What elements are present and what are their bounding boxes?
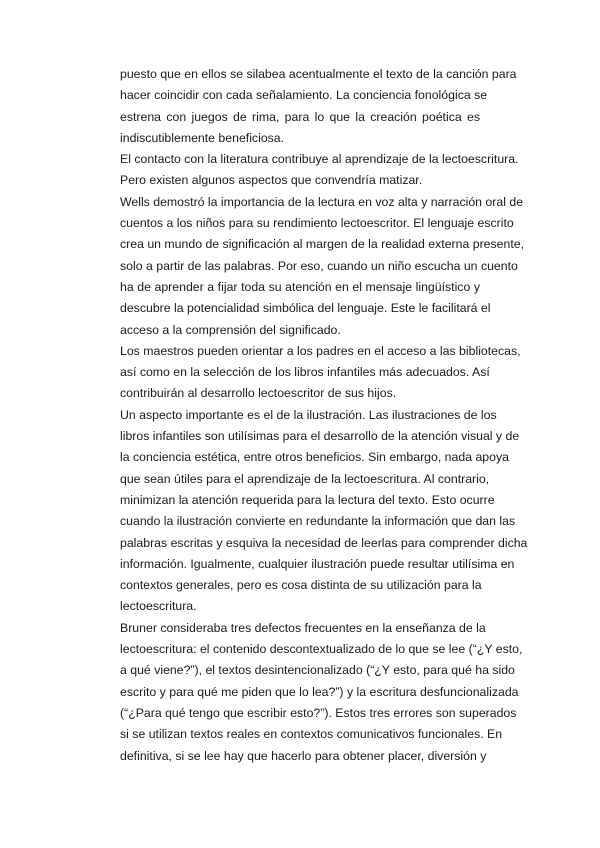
text-line: palabras escritas y esquiva la necesidad de leerlas para comprender dicha [120,535,528,550]
text-line: si se utilizan textos reales en contextos comunicativos funcionales. En [120,727,503,742]
text-line: así como en la selección de los libros infantiles más adecuados. Así [120,365,490,380]
text-line: Los maestros pueden orientar a los padres en el acceso a las bibliotecas, [120,343,521,358]
text-line: puesto que en ellos se silabea acentualmente el texto de la canción para [120,67,517,81]
text-line: estrena con juegos de rima, para lo que la creación poética es [120,109,480,124]
text-line: lectoescritura: el contenido descontextualizado de lo que se lee (“¿Y esto, [120,642,523,657]
text-line: información. Igualmente, cualquier ilustración puede resultar utilísima en [120,556,515,571]
text-line: hacer coincidir con cada señalamiento. La conciencia fonológica se [120,88,488,103]
body-text [120,64,528,767]
text-line: Un aspecto importante es el de la ilustración. Las ilustraciones de los [120,407,497,422]
text-line: definitiva, si se lee hay que hacerlo para obtener placer, diversión y [120,748,487,763]
text-line: descubre la potencialidad simbólica del lenguaje. Este le facilitará el [120,301,491,316]
text-line: crea un mundo de significación al margen de la realidad externa presente, [120,237,524,252]
paragraph-end-line: contribuirán al desarrollo lectoescritor de sus hijos. [120,386,397,401]
text-line: contextos generales, pero es cosa distinta de su utilización para la [120,578,482,593]
text-line: ha de aprender a fijar toda su atención en el mensaje lingüístico y [120,279,480,294]
paragraph-end-line: indiscutiblemente beneficiosa. [120,130,285,145]
paragraph-end-line: lectoescritura. [120,599,197,614]
text-line: (“¿Para qué tengo que escribir esto?”). Estos tres errores son superados [120,705,517,720]
text-line: minimizan la atención requerida para la lectura del texto. Esto ocurre [120,492,495,507]
text-line: que sean útiles para el aprendizaje de la lectoescritura. Al contrario, [120,471,490,486]
text-line: cuando la ilustración convierte en redundante la información que dan las [120,514,516,529]
text-line: Wells demostró la importancia de la lectura en voz alta y narración oral de [120,194,524,209]
text-line: cuentos a los niños para su rendimiento lectoescritor. El lenguaje escrito [120,216,514,231]
paragraph-end-line: Pero existen algunos aspectos que convendría matizar. [120,173,423,188]
text-line: Bruner consideraba tres defectos frecuentes en la enseñanza de la [120,620,486,635]
text-line: El contacto con la literatura contribuye al aprendizaje de la lectoescritura. [120,152,519,167]
text-line: escrito y para qué me piden que lo lea?”) y la escritura desfuncionalizada [120,684,519,699]
paragraph-end-line: acceso a la comprensión del significado. [120,322,341,337]
text-line: solo a partir de las palabras. Por eso, cuando un niño escucha un cuento [120,258,518,273]
text-line: libros infantiles son utilísimas para el desarrollo de la atención visual y de [120,429,520,444]
text-line: la conciencia estética, entre otros beneficios. Sin embargo, nada apoya [120,450,509,465]
text-line: a qué viene?”), el textos desintencionalizado (“¿Y esto, para qué ha sido [120,663,515,678]
